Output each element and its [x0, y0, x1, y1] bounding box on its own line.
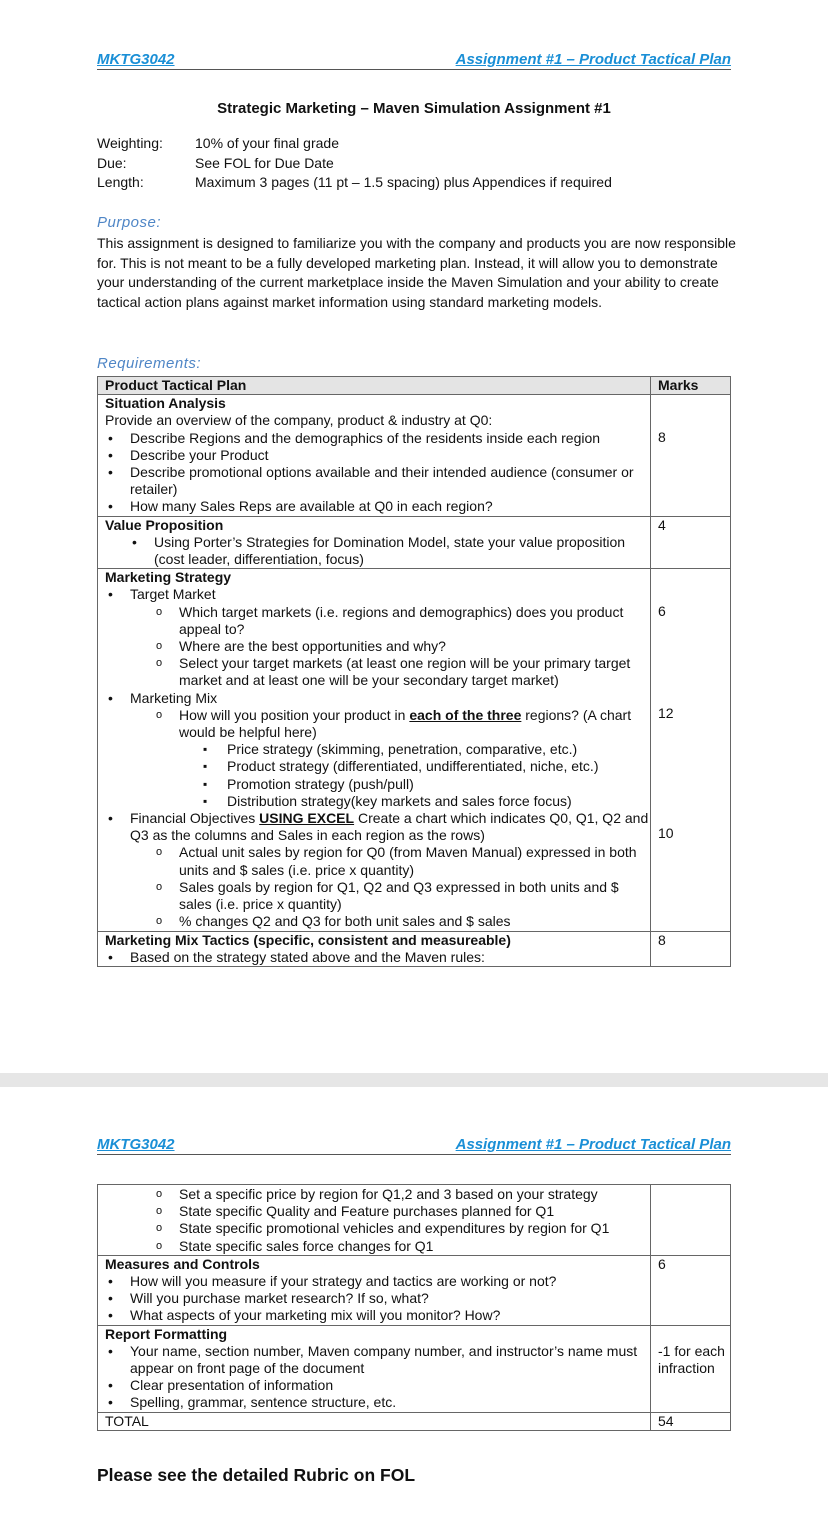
total-marks: 54	[651, 1412, 731, 1430]
list-item: o State specific sales force changes for Q1	[105, 1238, 650, 1255]
situation-marks: 8	[658, 429, 666, 446]
list-item: ▪ Promotion strategy (push/pull)	[105, 776, 650, 793]
strategy-title: Marketing Strategy	[105, 569, 232, 586]
value-title: Value Proposition	[105, 516, 224, 533]
list-item: • Using Porter’s Strategies for Domination Model, state your value proposition (cost leader, differentiation, focus)	[105, 534, 650, 568]
course-code: MKTG3042	[97, 51, 175, 68]
total-label: TOTAL	[98, 1412, 651, 1430]
list-item: • How many Sales Reps are available at Q0 in each region?	[105, 498, 650, 515]
marketing-mix-label: • Marketing Mix	[105, 690, 650, 707]
list-item: o State specific Quality and Feature purchases planned for Q1	[105, 1203, 650, 1220]
rubric-note: Please see the detailed Rubric on FOL	[97, 1465, 416, 1485]
col-plan-header: Product Tactical Plan	[98, 377, 651, 395]
list-item: o % changes Q2 and Q3 for both unit sales and $ sales	[105, 913, 650, 930]
course-code: MKTG3042	[97, 1136, 175, 1153]
purpose-text: This assignment is designed to familiarize you with the company and products you are now responsible for. This is not meant to be a fully developed marketing plan. Instead, it will allow you to demonstrate your understanding of the current marketplace inside the Maven Simulation and your ability to create tactical action plans against market information using standard marketing models.	[97, 235, 736, 310]
tactics-marks: 8	[658, 931, 666, 948]
purpose-heading: Purpose:	[97, 214, 162, 231]
list-item: ▪ Distribution strategy(key markets and sales force focus)	[105, 793, 650, 810]
marketing-mix-marks: 12	[658, 705, 674, 722]
measures-marks: 6	[658, 1255, 666, 1272]
assignment-title: Assignment #1 – Product Tactical Plan	[455, 1136, 731, 1153]
list-item: • Spelling, grammar, sentence structure, etc.	[105, 1394, 650, 1411]
target-market-marks: 6	[658, 603, 666, 620]
requirements-table	[97, 376, 731, 967]
measures-title: Measures and Controls	[105, 1255, 260, 1272]
document-title: Strategic Marketing – Maven Simulation Assignment #1	[217, 100, 611, 117]
list-item: • Describe promotional options available and their intended audience (consumer or retailer)	[105, 464, 650, 498]
table-row-tactics	[98, 931, 731, 966]
table-row-tactics-continued	[98, 1185, 731, 1256]
list-item: o Actual unit sales by region for Q0 (from Maven Manual) expressed in both units and $ sales (i.e. price x quantity)	[105, 844, 650, 878]
list-item: o Set a specific price by region for Q1,2 and 3 based on your strategy	[105, 1186, 650, 1203]
list-item: • Your name, section number, Maven company number, and instructor’s name must appear on front page of the document	[105, 1343, 650, 1377]
formatting-marks: -1 for each infraction	[658, 1342, 725, 1376]
financial-marks: 10	[658, 824, 674, 841]
list-item: • Describe your Product	[105, 447, 650, 464]
list-item: o Which target markets (i.e. regions and demographics) does you product appeal to?	[105, 604, 650, 638]
list-item: o How will you position your product in each of the three regions? (A chart would be helpful here)	[105, 707, 650, 741]
list-item: • What aspects of your marketing mix will you monitor? How?	[105, 1307, 650, 1324]
value-marks: 4	[658, 516, 666, 533]
table-row-formatting	[98, 1325, 731, 1412]
list-item: • Will you purchase market research? If so, what?	[105, 1290, 650, 1307]
situation-intro: Provide an overview of the company, product & industry at Q0:	[105, 412, 493, 429]
assignment-title: Assignment #1 – Product Tactical Plan	[455, 51, 731, 68]
list-item: o State specific promotional vehicles and expenditures by region for Q1	[105, 1220, 650, 1237]
document-page-1: MKTG3042 Assignment #1 – Product Tactical Plan Strategic Marketing – Maven Simulation Assignment #1 Weighting: 10% of your final grade Due: See FOL for Due Date Length: Maximum 3 pages (11 pt – 1.5 spacing) plus Appendices if required Purpose: This assignment is designed to familiarize you with the company and products you are now responsible for. This is not meant to be a fully developed marketing plan. Instead, it will allow you to demonstrate your understanding of the current marketplace inside the Maven Simulation and your ability to create tactical action plans against market information using standard marketing models. Requirements: Product Tactical Plan Marks Situation Analysis Provide an overview of the company, product & industry at Q0: • Describe Regions and the demographics of the residents inside each region • Describe your Product • Describe promotional options available and their intended audience (consumer or retailer) • How many Sales Reps are available at Q0 in each region? 8 Value Proposition • Using Porter’s Strategies for Domination Model, state your value proposition (cost leader, differentiation, focus) 4 Marketing Strategy • Target Market o Which target markets (i.e. regions and demographics) does you product appeal to? o Where are the best opportunities and why? o Select your target markets (at least one region will be your primary target market and at least one will be your secondary target market) • Marketing Mix o How will you position your product in each of the three regions? (A chart would be helpful here) ▪ Price strategy (skimming, penetration, comparative, etc.) ▪ Product strategy (differentiated, undifferentiated, niche, etc.) ▪ Promotion strategy (push/pull) ▪ Distribution strategy(key markets and sales force focus) • Financial Objectives USING EXCEL Create a chart which indicates Q0, Q1, Q2 and Q3 as the columns and Sales in each region as the rows) o Actual unit sales by region for Q0 (from Maven Manual) expressed in both units and $ sales (i.e. price x quantity) o Sales goals by region for Q1, Q2 and Q3 expressed in both units and $ sales (i.e. price x quantity) o % changes Q2 and Q3 for both unit sales and $ sales 6 12 10 Marketing Mix Tactics (specific, consistent and measureable) • Based on the strategy stated above and the Maven rules: 8	[0, 0, 828, 1073]
formatting-title: Report Formatting	[105, 1325, 228, 1342]
document-page-2	[0, 1087, 828, 1530]
tactics-title: Marketing Mix Tactics (specific, consistent and measureable)	[105, 931, 511, 948]
table-row-situation	[98, 395, 731, 516]
list-item: • Clear presentation of information	[105, 1377, 650, 1394]
list-item: • Financial Objectives USING EXCEL Create a chart which indicates Q0, Q1, Q2 and Q3 as the columns and Sales in each region as the rows)	[105, 810, 650, 844]
list-item: • How will you measure if your strategy and tactics are working or not?	[105, 1273, 650, 1290]
situation-title: Situation Analysis	[105, 395, 226, 412]
requirements-heading: Requirements:	[97, 355, 202, 372]
page-header	[97, 1136, 731, 1155]
table-row-value	[98, 516, 731, 569]
list-item: o Select your target markets (at least one region will be your primary target market and at least one will be your secondary target market)	[105, 655, 650, 689]
page-header	[97, 51, 731, 70]
table-row-measures	[98, 1255, 731, 1325]
list-item: • Based on the strategy stated above and the Maven rules:	[105, 949, 650, 966]
table-row-total	[98, 1412, 731, 1430]
table-header-row	[98, 377, 731, 395]
target-market-label: • Target Market	[105, 586, 650, 603]
list-item: o Sales goals by region for Q1, Q2 and Q3 expressed in both units and $ sales (i.e. price x quantity)	[105, 879, 650, 913]
list-item: • Describe Regions and the demographics of the residents inside each region	[105, 430, 650, 447]
list-item: o Where are the best opportunities and why?	[105, 638, 650, 655]
list-item: ▪ Price strategy (skimming, penetration, comparative, etc.)	[105, 741, 650, 758]
col-marks-header: Marks	[651, 377, 731, 395]
table-row-strategy	[98, 569, 731, 931]
list-item: ▪ Product strategy (differentiated, undifferentiated, niche, etc.)	[105, 758, 650, 775]
requirements-table-continued	[97, 1184, 731, 1431]
